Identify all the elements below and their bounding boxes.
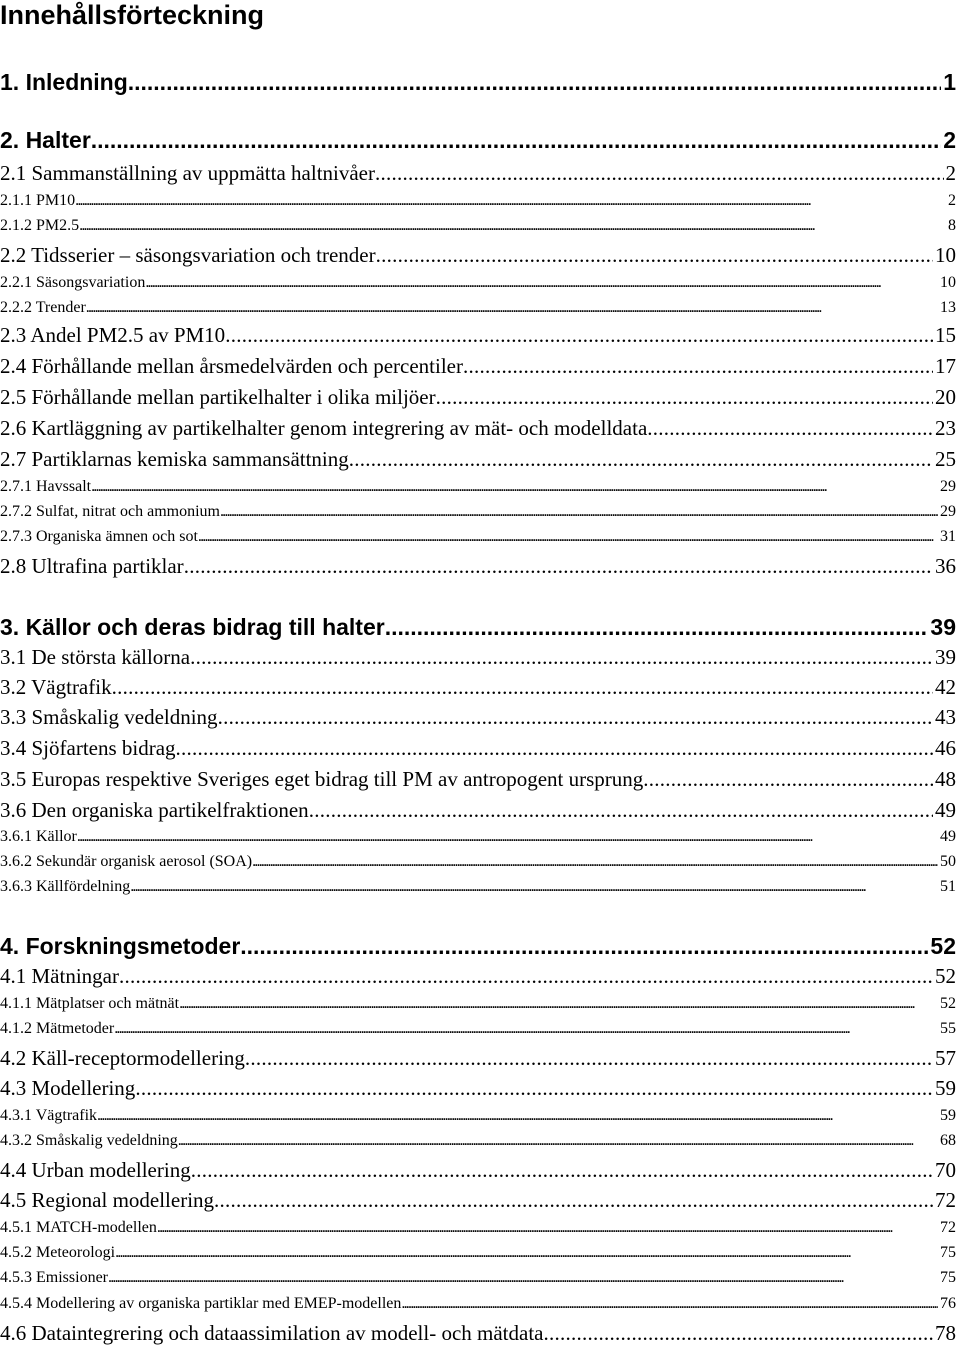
toc-entry-page-number: 50 bbox=[940, 853, 956, 870]
toc-entry-label: 3.1 De största källorna bbox=[0, 645, 191, 669]
toc-entry-page-number: 39 bbox=[930, 614, 956, 640]
dot-leader bbox=[112, 672, 933, 702]
toc-entry-level-3[interactable] bbox=[0, 1216, 956, 1240]
toc-entry-label: 3.6.1 Källor bbox=[0, 828, 77, 845]
toc-entry-page-number: 25 bbox=[935, 447, 956, 471]
toc-entry-label: 4.6 Dataintegrering och dataassimilation av modell- och mätdata bbox=[0, 1321, 544, 1345]
toc-entry-label: 4. Forskningsmetoder bbox=[0, 933, 241, 959]
toc-entry-label: 2. Halter bbox=[0, 127, 91, 153]
toc-entry-level-3[interactable] bbox=[0, 271, 956, 295]
dot-leader bbox=[178, 1129, 938, 1153]
toc-entry-page-number: 78 bbox=[935, 1321, 956, 1345]
toc-entry-level-2[interactable] bbox=[0, 1185, 956, 1215]
dot-leader bbox=[176, 733, 933, 763]
toc-entry-label: 2.8 Ultrafina partiklar bbox=[0, 554, 184, 578]
toc-entry-level-2[interactable] bbox=[0, 702, 956, 732]
toc-entry-page-number: 55 bbox=[940, 1020, 956, 1037]
toc-entry-page-number: 2 bbox=[945, 161, 956, 185]
toc-entry-level-2[interactable] bbox=[0, 413, 956, 443]
toc-entry-page-number: 10 bbox=[935, 243, 956, 267]
toc-entry-level-3[interactable] bbox=[0, 1241, 956, 1265]
toc-entry-page-number: 59 bbox=[940, 1107, 956, 1124]
toc-entry-label: 4.3 Modellering bbox=[0, 1076, 136, 1100]
toc-entry-label: 2.7.2 Sulfat, nitrat och ammonium bbox=[0, 503, 220, 520]
toc-entry-level-3[interactable] bbox=[0, 850, 956, 874]
toc-entry-level-3[interactable] bbox=[0, 875, 956, 899]
toc-entry-label: 4.5.2 Meteorologi bbox=[0, 1244, 116, 1261]
toc-entry-label: 2.1.2 PM2.5 bbox=[0, 217, 80, 234]
dot-leader bbox=[130, 875, 938, 899]
toc-entry-page-number: 49 bbox=[940, 828, 956, 845]
toc-entry-label: 2.1.1 PM10 bbox=[0, 192, 76, 209]
toc-entry-level-3[interactable] bbox=[0, 1292, 956, 1316]
dot-leader bbox=[544, 1318, 934, 1348]
toc-entry-label: 4.5.4 Modellering av organiska partiklar med EMEP-modellen bbox=[0, 1295, 402, 1312]
dot-leader bbox=[179, 992, 938, 1016]
dot-leader bbox=[218, 702, 933, 732]
toc-entry-label: 3.4 Sjöfartens bidrag bbox=[0, 736, 176, 760]
toc-entry-page-number: 8 bbox=[948, 217, 956, 234]
toc-entry-page-number: 17 bbox=[935, 354, 956, 378]
dot-leader bbox=[309, 795, 933, 825]
toc-entry-label: 4.1 Mätningar bbox=[0, 964, 119, 988]
toc-entry-level-3[interactable] bbox=[0, 1104, 956, 1128]
dot-leader bbox=[97, 1104, 938, 1128]
toc-entry-label: 4.5.1 MATCH-modellen bbox=[0, 1219, 157, 1236]
toc-entry-level-1[interactable] bbox=[0, 931, 956, 961]
dot-leader bbox=[190, 642, 933, 672]
dot-leader bbox=[135, 1073, 933, 1103]
toc-entry-label: 2.6 Kartläggning av partikelhalter genom integrering av mät- och modelldata bbox=[0, 416, 648, 440]
toc-entry-level-3[interactable] bbox=[0, 214, 956, 238]
dot-leader bbox=[119, 961, 933, 991]
toc-entry-level-1[interactable] bbox=[0, 612, 956, 642]
toc-entry-level-3[interactable] bbox=[0, 1017, 956, 1041]
toc-entry-level-2[interactable] bbox=[0, 320, 956, 350]
toc-entry-level-3[interactable] bbox=[0, 1129, 956, 1153]
toc-entry-page-number: 68 bbox=[940, 1132, 956, 1149]
toc-entry-label: 2.4 Förhållande mellan årsmedelvärden och percentiler bbox=[0, 354, 463, 378]
dot-leader bbox=[252, 850, 938, 874]
toc-entry-page-number: 57 bbox=[935, 1046, 956, 1070]
toc-entry-page-number: 70 bbox=[935, 1158, 956, 1182]
toc-entry-level-2[interactable] bbox=[0, 1155, 956, 1185]
toc-entry-page-number: 2 bbox=[948, 192, 956, 209]
dot-leader bbox=[463, 351, 933, 381]
toc-entry-level-2[interactable] bbox=[0, 672, 956, 702]
toc-entry-page-number: 76 bbox=[940, 1295, 956, 1312]
toc-entry-page-number: 13 bbox=[940, 299, 956, 316]
toc-entry-level-2[interactable] bbox=[0, 642, 956, 672]
toc-entry-level-3[interactable] bbox=[0, 475, 956, 499]
toc-entry-label: 3.3 Småskalig vedeldning bbox=[0, 705, 218, 729]
toc-title: Innehållsförteckning bbox=[0, 0, 265, 30]
toc-entry-label: 3.2 Vägtrafik bbox=[0, 675, 112, 699]
toc-entry-label: 3.5 Europas respektive Sveriges eget bidrag till PM av antropogent ursprung bbox=[0, 767, 644, 791]
toc-entry-page-number: 72 bbox=[940, 1219, 956, 1236]
toc-entry-label: 4.1.2 Mätmetoder bbox=[0, 1020, 115, 1037]
toc-entry-label: 4.4 Urban modellering bbox=[0, 1158, 191, 1182]
dot-leader bbox=[184, 551, 933, 581]
dot-leader bbox=[115, 1241, 938, 1265]
dot-leader bbox=[349, 444, 933, 474]
toc-entry-level-2[interactable] bbox=[0, 1073, 956, 1103]
toc-entry-label: 2.7.1 Havssalt bbox=[0, 478, 92, 495]
toc-entry-page-number: 15 bbox=[935, 323, 956, 347]
dot-leader bbox=[436, 382, 933, 412]
dot-leader bbox=[385, 612, 929, 642]
toc-entry-page-number: 46 bbox=[935, 736, 956, 760]
dot-leader bbox=[91, 475, 938, 499]
toc-entry-level-2[interactable] bbox=[0, 444, 956, 474]
toc-entry-label: 3. Källor och deras bidrag till halter bbox=[0, 614, 385, 640]
toc-entry-level-2[interactable] bbox=[0, 551, 956, 581]
dot-leader bbox=[191, 1155, 933, 1185]
toc-entry-page-number: 52 bbox=[930, 933, 956, 959]
dot-leader bbox=[79, 214, 946, 238]
dot-leader bbox=[220, 500, 938, 524]
toc-entry-page-number: 29 bbox=[940, 478, 956, 495]
toc-entry-page-number: 42 bbox=[935, 675, 956, 699]
toc-entry-level-3[interactable] bbox=[0, 825, 956, 849]
dot-leader bbox=[157, 1216, 938, 1240]
dot-leader bbox=[240, 931, 928, 961]
dot-leader bbox=[225, 320, 933, 350]
dot-leader bbox=[114, 1017, 938, 1041]
dot-leader bbox=[77, 825, 938, 849]
toc-entry-level-1[interactable] bbox=[0, 125, 956, 155]
dot-leader bbox=[198, 525, 938, 549]
toc-entry-label: 1. Inledning bbox=[0, 69, 128, 95]
toc-entry-level-2[interactable] bbox=[0, 961, 956, 991]
toc-entry-label: 4.5.3 Emissioner bbox=[0, 1269, 108, 1286]
toc-entry-label: 3.6.2 Sekundär organisk aerosol (SOA) bbox=[0, 853, 253, 870]
toc-entry-page-number: 1 bbox=[943, 69, 956, 95]
toc-entry-label: 4.1.1 Mätplatser och mätnät bbox=[0, 995, 180, 1012]
toc-entry-label: 4.3.2 Småskalig vedeldning bbox=[0, 1132, 178, 1149]
toc-entry-page-number: 20 bbox=[935, 385, 956, 409]
dot-leader bbox=[214, 1185, 933, 1215]
dot-leader bbox=[91, 125, 941, 155]
toc-entry-label: 3.6 Den organiska partikelfraktionen bbox=[0, 798, 309, 822]
toc-entry-page-number: 43 bbox=[935, 705, 956, 729]
dot-leader bbox=[647, 413, 933, 443]
dot-leader bbox=[643, 764, 933, 794]
dot-leader bbox=[75, 189, 946, 213]
toc-entry-level-2[interactable] bbox=[0, 240, 956, 270]
toc-entry-label: 2.5 Förhållande mellan partikelhalter i olika miljöer bbox=[0, 385, 436, 409]
toc-entry-level-2[interactable] bbox=[0, 764, 956, 794]
toc-entry-level-2[interactable] bbox=[0, 158, 956, 188]
dot-leader bbox=[245, 1043, 933, 1073]
toc-entry-label: 3.6.3 Källfördelning bbox=[0, 878, 131, 895]
toc-entry-label: 4.3.1 Vägtrafik bbox=[0, 1107, 98, 1124]
toc-entry-level-3[interactable] bbox=[0, 189, 956, 213]
toc-entry-page-number: 72 bbox=[935, 1188, 956, 1212]
toc-entry-label: 2.2 Tidsserier – säsongsvariation och trender bbox=[0, 243, 376, 267]
toc-entry-label: 2.2.2 Trender bbox=[0, 299, 86, 316]
toc-entry-label: 2.1 Sammanställning av uppmätta haltnivåer bbox=[0, 161, 375, 185]
toc-entry-page-number: 10 bbox=[940, 274, 956, 291]
toc-entry-level-2[interactable] bbox=[0, 733, 956, 763]
toc-entry-page-number: 52 bbox=[935, 964, 956, 988]
toc-entry-level-1[interactable] bbox=[0, 67, 956, 97]
toc-entry-page-number: 75 bbox=[940, 1269, 956, 1286]
toc-entry-page-number: 29 bbox=[940, 503, 956, 520]
toc-entry-level-2[interactable] bbox=[0, 351, 956, 381]
toc-entry-page-number: 2 bbox=[943, 127, 956, 153]
toc-entry-label: 4.5 Regional modellering bbox=[0, 1188, 215, 1212]
dot-leader bbox=[86, 296, 938, 320]
toc-entry-label: 2.3 Andel PM2.5 av PM10 bbox=[0, 323, 226, 347]
toc-entry-page-number: 51 bbox=[940, 878, 956, 895]
toc-entry-level-3[interactable] bbox=[0, 525, 956, 549]
toc-entry-level-2[interactable] bbox=[0, 1318, 956, 1348]
toc-entry-label: 2.7.3 Organiska ämnen och sot bbox=[0, 528, 198, 545]
toc-entry-label: 4.2 Käll-receptormodellering bbox=[0, 1046, 245, 1070]
dot-leader bbox=[128, 67, 941, 97]
toc-entry-label: 2.7 Partiklarnas kemiska sammansättning bbox=[0, 447, 349, 471]
dot-leader bbox=[375, 158, 944, 188]
toc-entry-page-number: 23 bbox=[935, 416, 956, 440]
toc-entry-page-number: 39 bbox=[935, 645, 956, 669]
toc-entry-page-number: 31 bbox=[940, 528, 956, 545]
toc-entry-level-3[interactable] bbox=[0, 992, 956, 1016]
toc-entry-page-number: 59 bbox=[935, 1076, 956, 1100]
toc-entry-level-2[interactable] bbox=[0, 1043, 956, 1073]
toc-entry-level-2[interactable] bbox=[0, 382, 956, 412]
toc-entry-page-number: 36 bbox=[935, 554, 956, 578]
toc-entry-label: 2.2.1 Säsongsvariation bbox=[0, 274, 146, 291]
toc-entry-level-3[interactable] bbox=[0, 296, 956, 320]
dot-leader bbox=[108, 1266, 938, 1290]
toc-entry-level-2[interactable] bbox=[0, 795, 956, 825]
dot-leader bbox=[145, 271, 938, 295]
toc-entry-level-3[interactable] bbox=[0, 500, 956, 524]
toc-entry-page-number: 52 bbox=[940, 995, 956, 1012]
toc-entry-level-3[interactable] bbox=[0, 1266, 956, 1290]
dot-leader bbox=[376, 240, 933, 270]
toc-entry-page-number: 75 bbox=[940, 1244, 956, 1261]
toc-entry-page-number: 48 bbox=[935, 767, 956, 791]
toc-entry-page-number: 49 bbox=[935, 798, 956, 822]
dot-leader bbox=[401, 1292, 938, 1316]
